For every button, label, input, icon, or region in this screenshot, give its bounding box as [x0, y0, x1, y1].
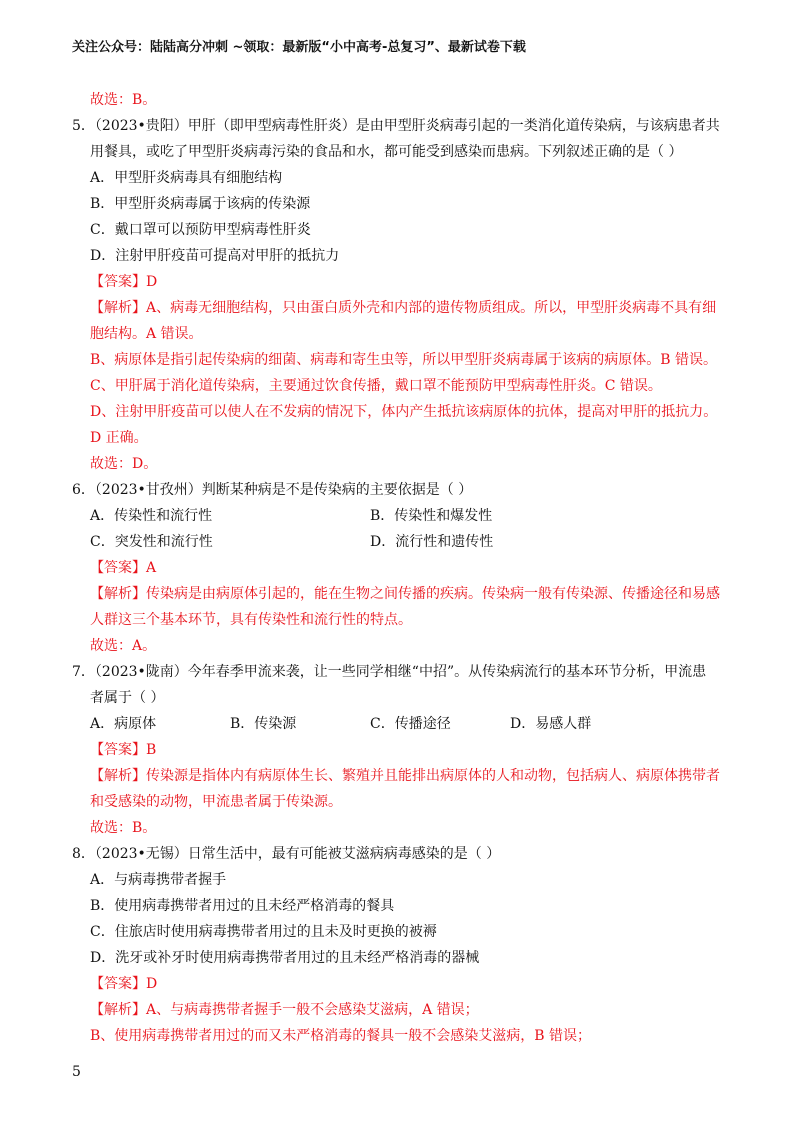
q7-answer: 【答案】B — [90, 742, 157, 758]
q5-analysis-line-5: D、注射甲肝疫苗可以使人在不发病的情况下，体内产生抵抗该病原体的抗体，提高对甲肝的抵抗力。 — [90, 404, 718, 420]
q6-option-c: C．突发性和流行性 — [90, 534, 213, 550]
q6-options-row-2 — [72, 529, 742, 555]
q7-conclusion: 故选：B。 — [90, 820, 157, 836]
q7-stem-line-2: 者属于（ ） — [90, 690, 165, 706]
q8-stem: 8．（2023•无锡）日常生活中，最有可能被艾滋病病毒感染的是（ ） — [72, 846, 501, 862]
question-6 — [72, 477, 742, 659]
q6-option-a: A．传染性和流行性 — [90, 508, 213, 524]
q7-options-row — [72, 711, 742, 737]
q8-analysis-line-1: 【解析】A、与病毒携带者握手一般不会感染艾滋病，A 错误； — [90, 1002, 479, 1018]
q5-analysis-line-6: D 正确。 — [90, 430, 148, 446]
q5-conclusion: 故选：D。 — [90, 456, 158, 472]
q7-stem-line-1: 7．（2023•陇南）今年春季甲流来袭，让一些同学相继“中招”。从传染病流行的基本环节分析，甲流患 — [72, 664, 707, 680]
q7-option-a: A．病原体 — [90, 716, 157, 732]
q4-conclusion: 故选：B。 — [90, 92, 157, 108]
q7-analysis-line-2: 和受感染的动物，甲流患者属于传染源。 — [90, 794, 342, 810]
q6-option-d: D．流行性和遗传性 — [370, 534, 494, 550]
q7-option-c: C．传播途径 — [370, 716, 451, 732]
q5-answer: 【答案】D — [90, 274, 158, 290]
q6-option-b: B．传染性和爆发性 — [370, 508, 493, 524]
page-number: 5 — [72, 1064, 81, 1080]
q7-analysis-line-1: 【解析】传染源是指体内有病原体生长、繁殖并且能排出病原体的人和动物，包括病人、病原体携带者 — [90, 768, 720, 784]
q5-option-c: C．戴口罩可以预防甲型病毒性肝炎 — [90, 222, 311, 238]
page-header: 关注公众号：陆陆高分冲刺 ~领取：最新版“小中高考-总复习”、最新试卷下载 — [72, 40, 526, 55]
document-body — [72, 87, 742, 1049]
q8-option-b: B．使用病毒携带者用过的且未经严格消毒的餐具 — [90, 898, 395, 914]
q5-option-b: B．甲型肝炎病毒属于该病的传染源 — [90, 196, 311, 212]
q8-option-a: A．与病毒携带者握手 — [90, 872, 227, 888]
q8-option-c: C．住旅店时使用病毒携带者用过的且未及时更换的被褥 — [90, 924, 437, 940]
q6-conclusion: 故选：A。 — [90, 638, 157, 654]
question-7 — [72, 659, 742, 841]
q8-analysis-line-2: B、使用病毒携带者用过的而又未严格消毒的餐具一般不会感染艾滋病，B 错误； — [90, 1028, 592, 1044]
q8-option-d: D．洗牙或补牙时使用病毒携带者用过的且未经严格消毒的器械 — [90, 950, 480, 966]
q5-analysis-line-1: 【解析】A、病毒无细胞结构，只由蛋白质外壳和内部的遗传物质组成。所以，甲型肝炎病毒不具有细 — [90, 300, 717, 316]
q5-analysis-line-2: 胞结构。A 错误。 — [90, 326, 203, 342]
q6-options-row-1 — [72, 503, 742, 529]
q6-stem: 6．（2023•甘孜州）判断某种病是不是传染病的主要依据是（ ） — [72, 482, 473, 498]
q5-analysis-line-4: C、甲肝属于消化道传染病，主要通过饮食传播，戴口罩不能预防甲型病毒性肝炎。C 错误。 — [90, 378, 662, 394]
q5-option-d: D．注射甲肝疫苗可提高对甲肝的抵抗力 — [90, 248, 340, 264]
q6-analysis-line-1: 【解析】传染病是由病原体引起的，能在生物之间传播的疾病。传染病一般有传染源、传播途径和易感 — [90, 586, 720, 602]
q5-analysis-line-3: B、病原体是指引起传染病的细菌、病毒和寄生虫等，所以甲型肝炎病毒属于该病的病原体。B 错误。 — [90, 352, 718, 368]
q5-stem-line-2: 用餐具，或吃了甲型肝炎病毒污染的食品和水，都可能受到感染而患病。下列叙述正确的是（ ） — [90, 144, 683, 160]
question-5 — [72, 113, 742, 477]
q5-stem-line-1: 5．（2023•贵阳）甲肝（即甲型病毒性肝炎）是由甲型肝炎病毒引起的一类消化道传染病，与该病患者共 — [72, 118, 720, 134]
q8-answer: 【答案】D — [90, 976, 158, 992]
q7-option-b: B．传染源 — [230, 716, 297, 732]
question-8 — [72, 841, 742, 1049]
q6-answer: 【答案】A — [90, 560, 157, 576]
q7-option-d: D．易感人群 — [510, 716, 592, 732]
q5-option-a: A．甲型肝炎病毒具有细胞结构 — [90, 170, 283, 186]
q6-analysis-line-2: 人群这三个基本环节，具有传染性和流行性的特点。 — [90, 612, 412, 628]
